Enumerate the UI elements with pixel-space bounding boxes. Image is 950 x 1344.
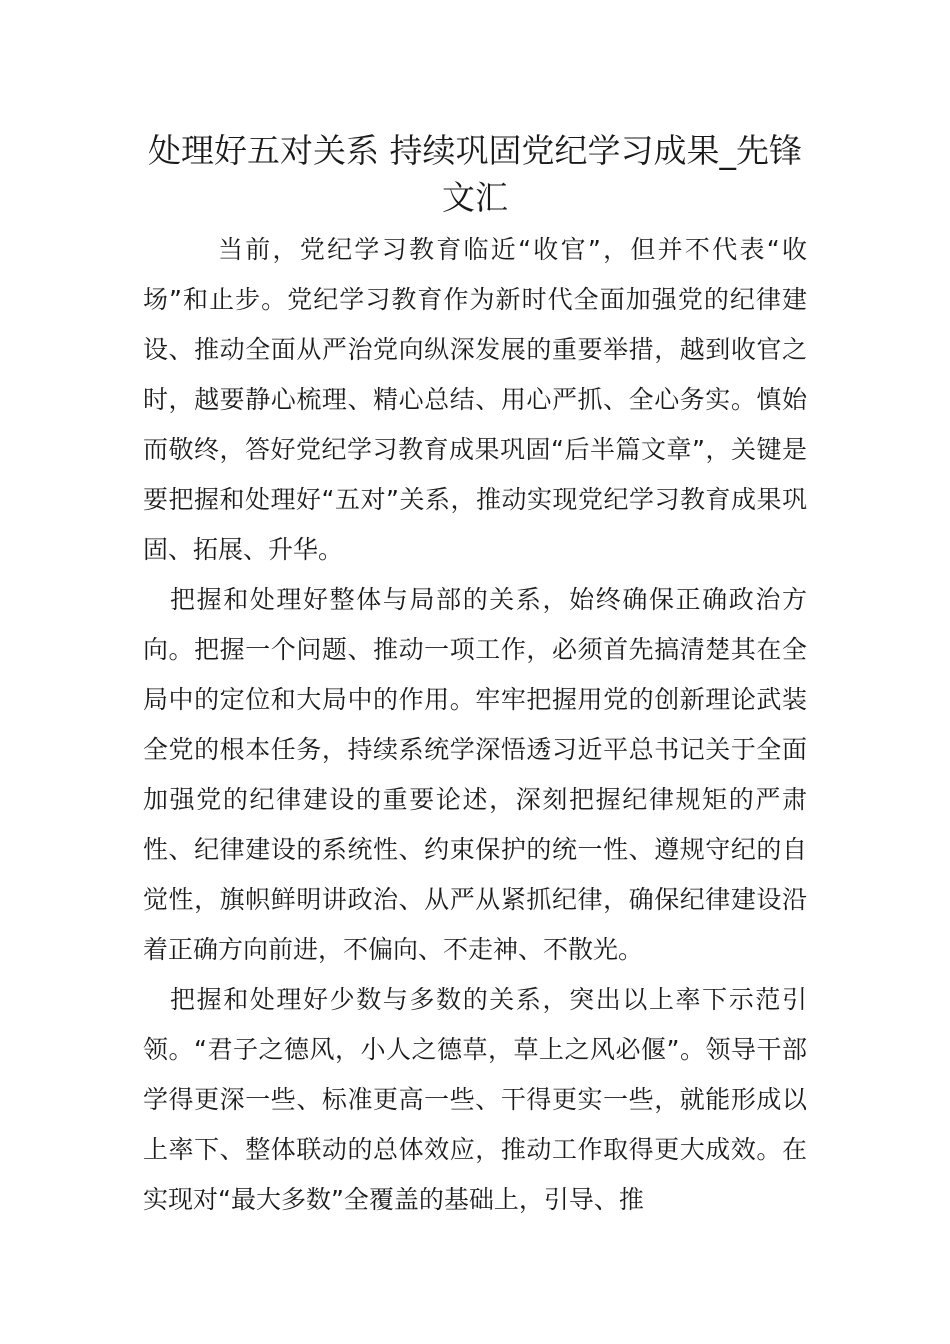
paragraph-whole-and-part: 把握和处理好整体与局部的关系，始终确保正确政治方向。把握一个问题、推动一项工作，必须首先搞清楚其在全局中的定位和大局中的作用。牢牢把握用党的创新理论武装全党的根本任务，持续系统学深悟透习近平总书记关于全面加强党的纪律建设的重要论述，深刻把握纪律规矩的严肃性、纪律建设的系统性、约束保护的统一性、遵规守纪的自觉性，旗帜鲜明讲政治、从严从紧抓纪律，确保纪律建设沿着正确方向前进，不偏向、不走神、不散光。 — [143, 585, 807, 964]
document-title: 处理好五对关系 持续巩固党纪学习成果_先锋文汇 — [148, 131, 802, 217]
paragraph-intro: 当前，党纪学习教育临近“收官”，但并不代表“收场”和止步。党纪学习教育作为新时代全面加强党的纪律建设、推动全面从严治党向纵深发展的重要举措，越到收官之时，越要静心梳理、精心总结、用心严抓、全心务实。慎始而敬终，答好党纪学习教育成果巩固“后半篇文章”，关键是要把握和处理好“五对”关系，推动实现党纪学习教育成果巩固、拓展、升华。 — [143, 235, 807, 564]
document-body — [143, 225, 807, 1225]
paragraph-minority-and-majority: 把握和处理好少数与多数的关系，突出以上率下示范引领。“君子之德风，小人之德草，草上之风必偃”。领导干部学得更深一些、标准更高一些、干得更实一些，就能形成以上率下、整体联动的总体效应，推动工作取得更大成效。在实现对“最大多数”全覆盖的基础上，引导、推 — [143, 985, 807, 1214]
